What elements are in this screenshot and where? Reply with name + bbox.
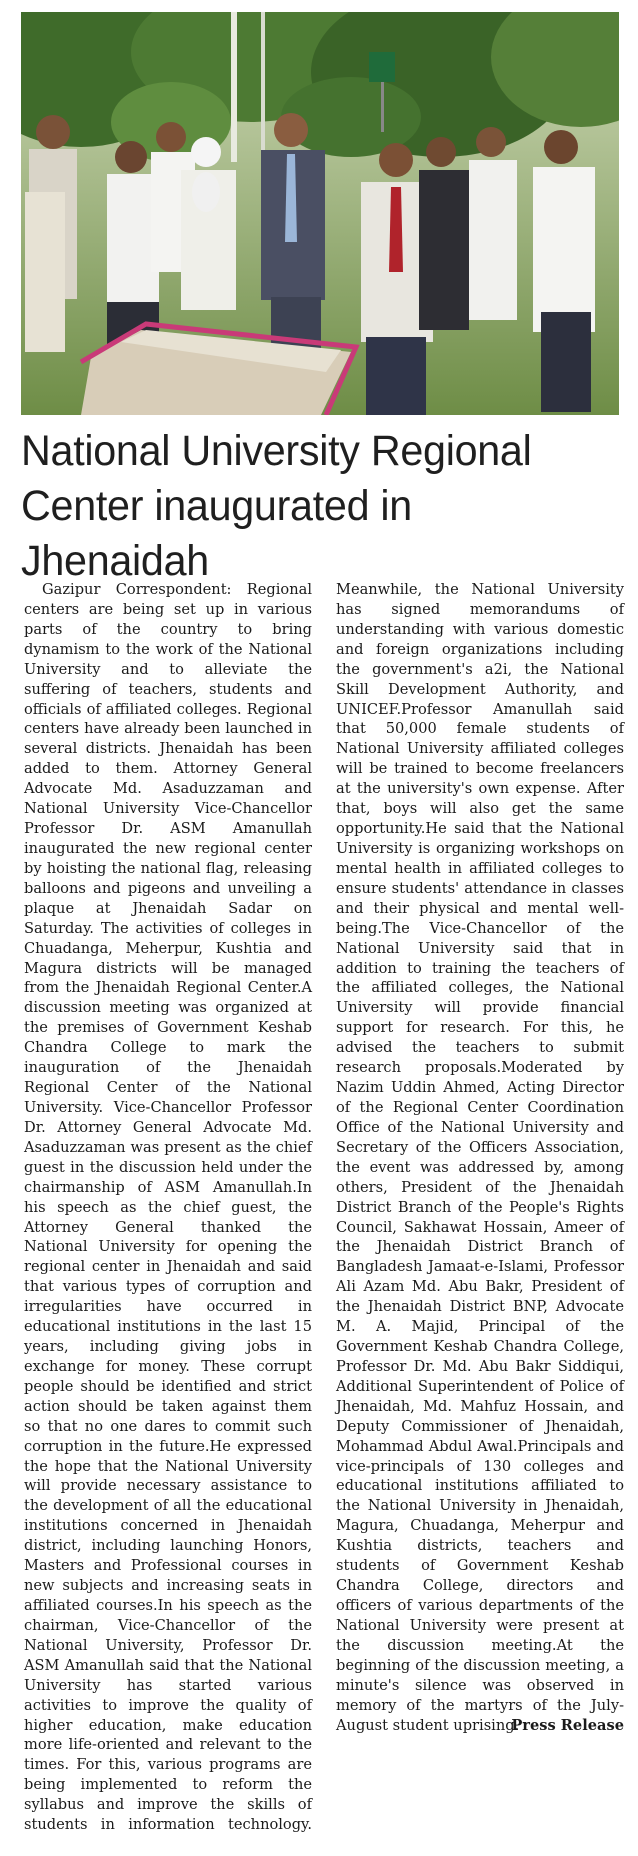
press-release-credit: Press Release <box>511 1716 624 1734</box>
inauguration-photo <box>21 12 619 415</box>
article-body <box>24 580 624 1850</box>
article-paragraph: Gazipur Correspondent: Regional centers are being set up in various parts of the country to bring dynamism to the work of the National University and to alleviate the suffering of teachers, students and officials of affiliated colleges. Regional centers have already been launched in several districts. Jhenaidah has been added to them. Attorney General Advocate Md. Asaduzzaman and National University Vice-Chancellor Professor Dr. ASM Amanullah inaugurated the new regional center by hoisting the national flag, releasing balloons and pigeons and unveiling a plaque at Jhenaidah Sadar on Saturday. The activities of colleges in Chuadanga, Meherpur, Kushtia and Magura districts will be managed from the Jhenaidah Regional Center.A discussion meeting was organized at the premises of Government Keshab Chandra College to mark the inauguration of the Jhenaidah Regional Center of the National University. Vice-Chancellor Professor Dr. Attorney General Advocate Md. Asaduzzaman was present as the chief guest in the discussion held under the chairmanship of ASM Amanullah.In his speech as the chief guest, the Attorney General thanked the National University for opening the regional center in Jhenaidah and said that various types of corruption and irregularities have occurred in educational institutions in the last 15 years, including giving jobs in exchange for money. These corrupt people should be identified and strict action should be taken against them so that no one dares to commit such corruption in the future.He expressed the hope that the National University will provide necessary assistance to the development of all the educational institutions concerned in Jhenaidah district, including launching Honors, Masters and Professional courses in new subjects and increasing seats in affiliated courses.In his speech as the chairman, Vice-Chancellor of the National University, Professor Dr. ASM Amanullah said that the National University has started various activities to improve the quality of higher education, make education more life-oriented and relevant to the times. For this, various programs are being implemented to reform the syllabus and improve the skills of students in information technology. Meanwhile, the National University has signed memorandums of understanding with various domestic and foreign organizations including the government's a2i, the National Skill Development Authority, and UNICEF.Professor Amanullah said that 50,000 female students of National University affiliated colleges will be trained to become freelancers at the university's own expense. After that, boys will also get the same opportunity.He said that the National University is organizing workshops on mental health in affiliated colleges to ensure students' attendance in classes and their physical and mental well-being.The Vice-Chancellor of the National University said that in addition to training the teachers of the affiliated colleges, the National University will provide financial support for research. For this, he advised the teachers to submit research proposals.Moderated by Nazim Uddin Ahmed, Acting Director of the Regional Center Coordination Office of the National University and Secretary of the Officers Association, the event was addressed by, among others, President of the Jhenaidah District Branch of the People's Rights Council, Sakhawat Hossain, Ameer of the Jhenaidah District Branch of Bangladesh Jamaat-e-Islami, Professor Ali Azam Md. Abu Bakr, President of the Jhenaidah District BNP, Advocate M. A. Majid, Principal of the Government Keshab Chandra College, Professor Dr. Md. Abu Bakr Siddiqui, Additional Superintendent of Police of Jhenaidah, Md. Mahfuz Hossain, and Deputy Commissioner of Jhenaidah, Mohammad Abdul Awal.Principals and vice-principals of 130 colleges and educational institutions affiliated to the National University in Jhenaidah, Magura, Chuadanga, Meherpur and Kushtia districts, teachers and students of Government Keshab Chandra College, directors and officers of various departments of the National University were present at the discussion meeting.At the beginning of the discussion meeting, a minute's silence was observed in memory of the martyrs of the July-August student uprising. <box>24 581 624 1834</box>
headline: National University Regional Center inaugurated in Jhenaidah <box>21 427 532 585</box>
